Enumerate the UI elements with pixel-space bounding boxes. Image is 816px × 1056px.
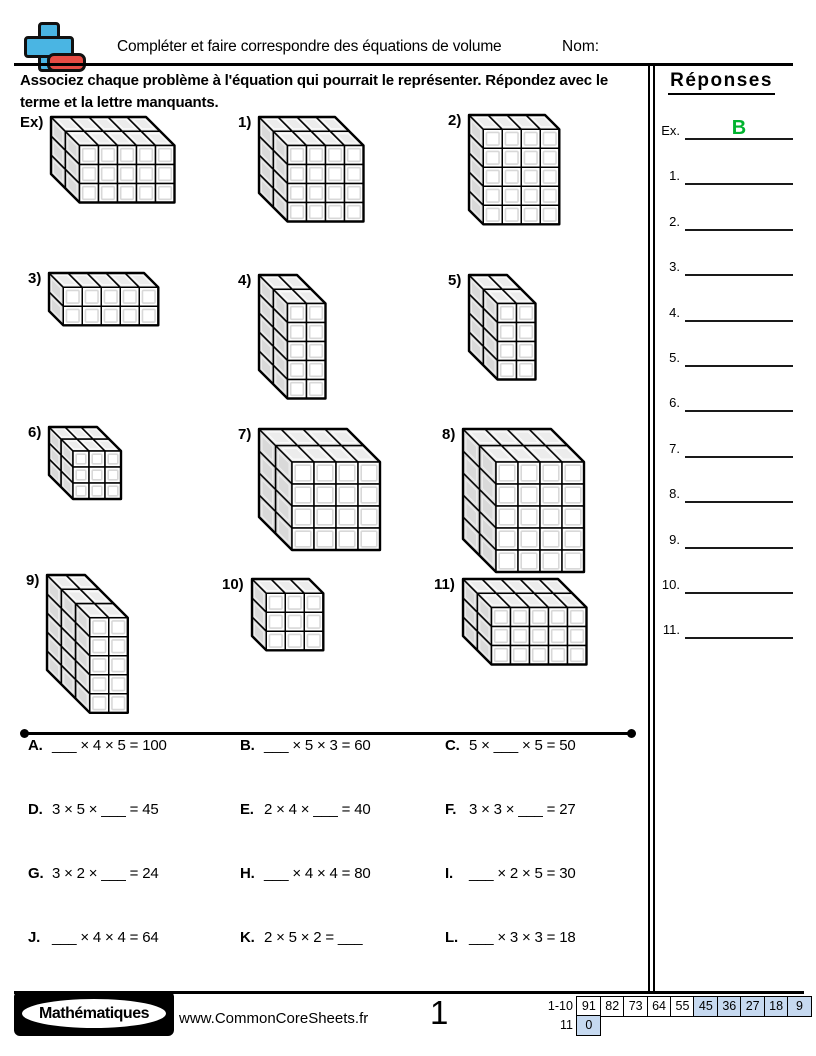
answers-title: Réponses — [650, 70, 793, 92]
separator-dot-right — [627, 729, 636, 738]
equation-expression: 3 × 5 × ___ = 45 — [52, 801, 159, 818]
score-cell: 9 — [787, 996, 812, 1017]
equation-expression: ___ × 2 × 5 = 30 — [469, 865, 576, 882]
answer-row — [644, 572, 793, 594]
answer-label: 8. — [669, 486, 680, 502]
answer-row — [644, 254, 793, 276]
equation-item — [240, 801, 370, 818]
score-cell: 64 — [647, 996, 672, 1017]
equation-letter: I. — [445, 865, 453, 882]
equation-letter: A. — [28, 737, 43, 754]
website-url: www.CommonCoreSheets.fr — [179, 1010, 369, 1027]
figure-item — [28, 270, 162, 334]
score-table — [533, 996, 812, 1036]
instructions-text: Associez chaque problème à l'équation qui pourrait le représenter. Répondez avec le terme et la lettre manquants. — [20, 72, 608, 111]
figure-item — [238, 426, 383, 558]
equation-expression: 5 × ___ × 5 = 50 — [469, 737, 576, 754]
equation-expression: 3 × 2 × ___ = 24 — [52, 865, 159, 882]
prism-figure — [460, 426, 587, 580]
answer-label: 10. — [661, 577, 680, 592]
prism-figure — [466, 272, 539, 388]
equation-letter: E. — [240, 801, 254, 818]
prism-figure — [44, 572, 131, 721]
equation-expression: ___ × 4 × 4 = 64 — [52, 929, 159, 946]
answer-blank-line — [685, 434, 793, 458]
answer-blank-line — [685, 525, 793, 549]
figure-label: 1) — [238, 114, 252, 131]
answer-row — [644, 390, 793, 412]
equation-item — [28, 929, 158, 946]
equation-expression: ___ × 4 × 5 = 100 — [52, 737, 167, 754]
prism-svg — [46, 270, 162, 329]
answer-label: 7. — [669, 440, 680, 456]
equation-item — [240, 737, 370, 754]
figure-item — [238, 114, 367, 230]
equation-item — [28, 737, 167, 754]
prism-svg — [466, 272, 539, 383]
equation-expression: 2 × 5 × 2 = ___ — [264, 929, 363, 946]
prism-svg — [256, 426, 383, 553]
equation-letter: K. — [240, 929, 255, 946]
prism-svg — [460, 426, 587, 575]
prism-svg — [460, 576, 590, 668]
answer-label: 6. — [669, 395, 680, 411]
brand-name: Mathématiques — [19, 996, 169, 1031]
score-row1-label: 1-10 — [547, 999, 573, 1013]
answer-blank-line — [685, 343, 793, 367]
equation-expression: ___ × 4 × 4 = 80 — [264, 865, 371, 882]
answer-label: 9. — [669, 531, 680, 547]
score-cell: 0 — [576, 1015, 601, 1036]
equation-item — [445, 737, 575, 754]
equation-item — [445, 865, 575, 882]
answer-row — [644, 436, 793, 458]
figure-label: Ex) — [20, 114, 44, 131]
answer-blank-line — [685, 615, 793, 639]
header-rule — [14, 63, 793, 66]
score-cell: 45 — [693, 996, 718, 1017]
answer-label: 1. — [669, 168, 680, 184]
answer-label: 2. — [669, 213, 680, 229]
score-cell: 91 — [576, 996, 601, 1017]
page-number: 1 — [430, 994, 449, 1031]
answer-blank-line — [685, 298, 793, 322]
equation-expression: ___ × 5 × 3 = 60 — [264, 737, 371, 754]
figure-label: 3) — [28, 270, 42, 287]
prism-svg — [256, 272, 329, 402]
score-row2-label: 11 — [559, 1018, 573, 1033]
score-cell: 55 — [670, 996, 695, 1017]
answer-blank-line — [685, 161, 793, 185]
equation-expression: 3 × 3 × ___ = 27 — [469, 801, 576, 818]
figure-item — [28, 424, 124, 507]
equation-item — [240, 929, 362, 946]
figure-item — [222, 576, 327, 659]
equation-item — [28, 801, 158, 818]
figure-item — [20, 114, 178, 211]
figure-label: 10) — [222, 576, 244, 593]
figure-label: 5) — [448, 272, 462, 289]
answer-blank-line — [685, 479, 793, 503]
figure-label: 2) — [448, 112, 462, 129]
prism-svg — [256, 114, 367, 225]
answer-label: Ex. — [661, 123, 680, 138]
prism-figure — [249, 576, 327, 659]
figure-item — [434, 576, 590, 673]
prism-svg — [466, 112, 563, 228]
prism-svg — [249, 576, 327, 654]
equation-letter: J. — [28, 929, 41, 946]
answer-label: 4. — [669, 304, 680, 320]
answer-row — [644, 527, 793, 549]
figure-item — [448, 272, 539, 388]
equation-letter: F. — [445, 801, 457, 818]
figure-item — [442, 426, 587, 580]
score-cell: 36 — [717, 996, 742, 1017]
score-cell: 27 — [740, 996, 765, 1017]
equation-expression: 2 × 4 × ___ = 40 — [264, 801, 371, 818]
figure-label: 8) — [442, 426, 456, 443]
answer-label: 3. — [669, 259, 680, 275]
answer-row — [644, 118, 793, 140]
page-title: Compléter et faire correspondre des équations de volume — [117, 38, 502, 55]
figure-item — [26, 572, 131, 721]
score-cell: 73 — [623, 996, 648, 1017]
equation-item — [445, 929, 575, 946]
prism-svg — [44, 572, 131, 716]
answer-row — [644, 163, 793, 185]
equation-letter: D. — [28, 801, 43, 818]
answer-row — [644, 481, 793, 503]
figure-label: 9) — [26, 572, 40, 589]
equation-letter: G. — [28, 865, 44, 882]
answer-row — [644, 209, 793, 231]
prism-figure — [46, 424, 124, 507]
figure-item — [238, 272, 329, 407]
figure-label: 7) — [238, 426, 252, 443]
answer-label: 5. — [669, 350, 680, 365]
prism-svg — [48, 114, 178, 206]
score-cell: 82 — [600, 996, 625, 1017]
equation-letter: L. — [445, 929, 458, 946]
answer-blank-line — [685, 570, 793, 594]
score-row-1 — [533, 996, 812, 1017]
answer-blank-line — [685, 388, 793, 412]
prism-figure — [466, 112, 563, 233]
prism-figure — [256, 426, 383, 558]
figure-item — [448, 112, 563, 233]
answer-row — [644, 300, 793, 322]
answer-blank-line — [685, 252, 793, 276]
answer-label: 11. — [662, 622, 680, 638]
equation-letter: H. — [240, 865, 255, 882]
equation-letter: C. — [445, 737, 460, 754]
figure-label: 11) — [434, 576, 455, 593]
score-cell: 18 — [764, 996, 789, 1017]
section-separator — [24, 732, 632, 735]
answer-row — [644, 617, 793, 639]
equation-expression: ___ × 3 × 3 = 18 — [469, 929, 576, 946]
equation-letter: B. — [240, 737, 255, 754]
brand-badge — [14, 991, 174, 1036]
score-row-2 — [533, 1015, 812, 1036]
prism-figure — [48, 114, 178, 211]
prism-figure — [256, 114, 367, 230]
answer-blank-line — [685, 207, 793, 231]
equation-item — [445, 801, 575, 818]
figure-label: 6) — [28, 424, 42, 441]
name-label: Nom: — [562, 38, 600, 55]
prism-figure — [256, 272, 329, 407]
prism-svg — [46, 424, 124, 502]
figure-label: 4) — [238, 272, 252, 289]
prism-figure — [46, 270, 162, 334]
equation-item — [240, 865, 370, 882]
answer-blank-line: B — [685, 116, 793, 140]
equation-item — [28, 865, 158, 882]
answer-row — [644, 345, 793, 367]
prism-figure — [460, 576, 590, 673]
